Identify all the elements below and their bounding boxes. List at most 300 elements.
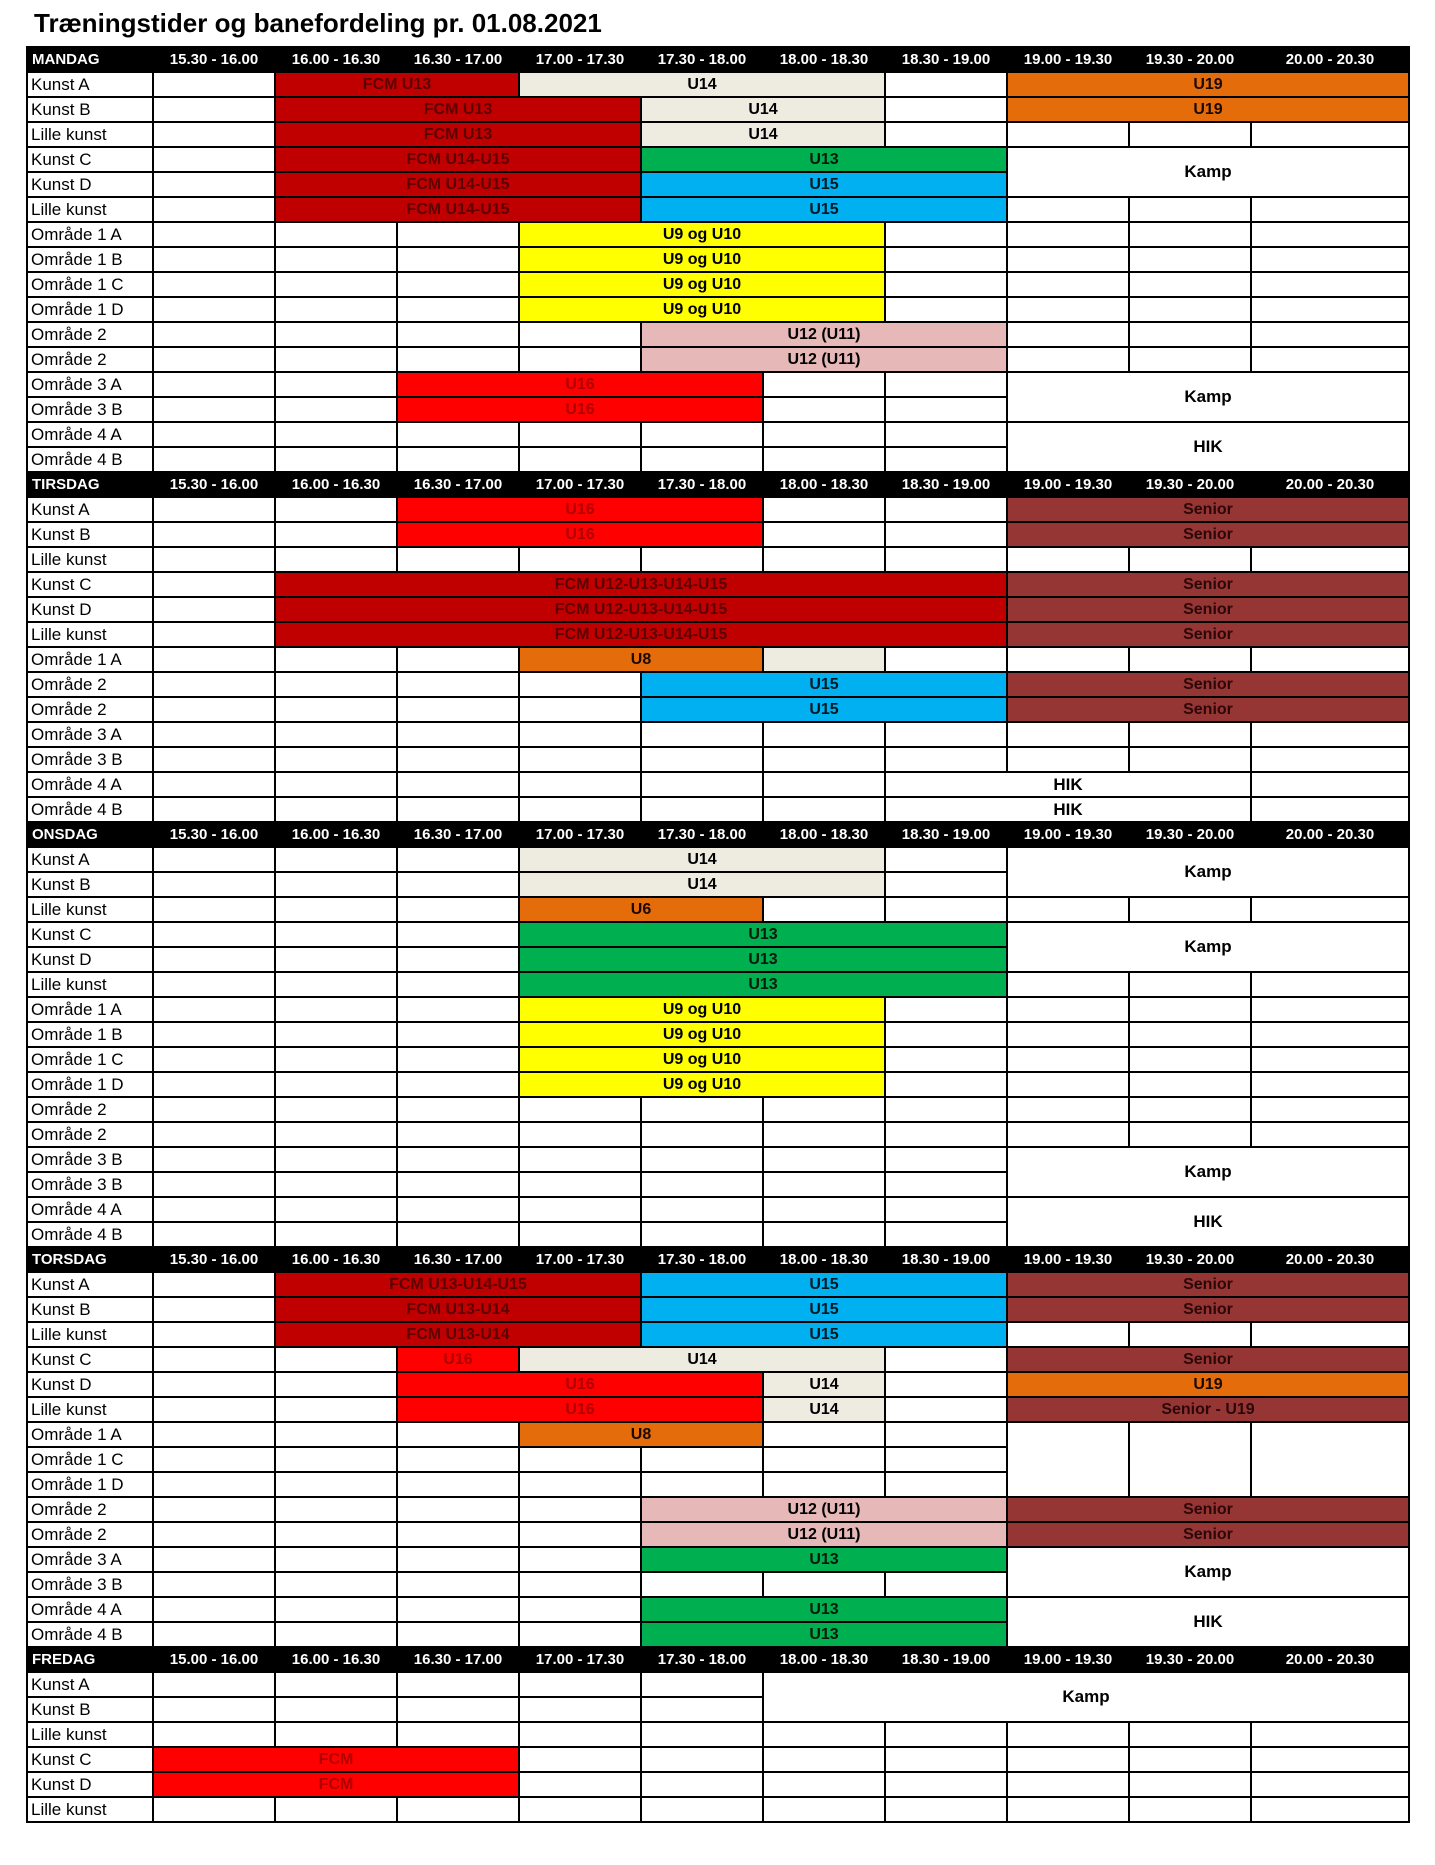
empty-slot xyxy=(1008,748,1130,773)
pitch-label: Kunst D xyxy=(28,173,154,198)
empty-slot xyxy=(1130,1748,1252,1773)
booking-cell: FCM U13-U14 xyxy=(276,1323,642,1348)
time-header: 19.00 - 19.30 xyxy=(1008,1248,1130,1273)
empty-slot xyxy=(764,1148,886,1173)
booking-cell: U14 xyxy=(520,873,886,898)
empty-slot xyxy=(154,873,276,898)
empty-slot xyxy=(154,1048,276,1073)
empty-slot xyxy=(1130,198,1252,223)
empty-slot xyxy=(154,98,276,123)
empty-slot xyxy=(276,323,398,348)
empty-slot xyxy=(520,1523,642,1548)
empty-slot xyxy=(1252,1748,1410,1773)
empty-slot xyxy=(154,1448,276,1473)
empty-slot xyxy=(276,948,398,973)
empty-slot xyxy=(398,798,520,823)
empty-slot xyxy=(154,1223,276,1248)
pitch-label: Kunst C xyxy=(28,1748,154,1773)
empty-slot xyxy=(886,723,1008,748)
pitch-label: Område 2 xyxy=(28,1498,154,1523)
empty-slot xyxy=(520,1198,642,1223)
booking-cell: FCM xyxy=(154,1773,520,1798)
empty-slot xyxy=(1008,973,1130,998)
empty-slot xyxy=(276,298,398,323)
booking-cell: U16 xyxy=(398,523,764,548)
empty-slot xyxy=(276,1498,398,1523)
empty-slot xyxy=(1130,1098,1252,1123)
empty-slot xyxy=(1252,1423,1410,1498)
empty-slot xyxy=(642,1573,764,1598)
empty-slot xyxy=(1008,1023,1130,1048)
empty-slot xyxy=(886,1073,1008,1098)
pitch-label: Kunst C xyxy=(28,148,154,173)
empty-slot xyxy=(1008,723,1130,748)
booking-cell: FCM U13-U14-U15 xyxy=(276,1273,642,1298)
empty-slot xyxy=(1130,548,1252,573)
empty-slot xyxy=(642,1173,764,1198)
empty-slot xyxy=(154,73,276,98)
empty-slot xyxy=(398,948,520,973)
empty-slot xyxy=(154,1798,276,1823)
empty-slot xyxy=(520,1148,642,1173)
time-header: 18.00 - 18.30 xyxy=(764,823,886,848)
empty-slot xyxy=(764,798,886,823)
empty-slot xyxy=(154,1323,276,1348)
empty-slot xyxy=(154,148,276,173)
empty-slot xyxy=(154,1348,276,1373)
empty-slot xyxy=(886,1448,1008,1473)
empty-slot xyxy=(1252,1123,1410,1148)
empty-slot xyxy=(764,1223,886,1248)
pitch-label: Kunst A xyxy=(28,1673,154,1698)
hik-booking-cell: HIK xyxy=(1008,1598,1410,1648)
pitch-label: Kunst D xyxy=(28,948,154,973)
time-header: 15.30 - 16.00 xyxy=(154,48,276,73)
empty-slot xyxy=(276,373,398,398)
pitch-label: Kunst C xyxy=(28,1348,154,1373)
empty-slot xyxy=(520,1548,642,1573)
empty-slot xyxy=(154,1523,276,1548)
empty-slot xyxy=(154,523,276,548)
booking-cell: U14 xyxy=(520,1348,886,1373)
empty-slot xyxy=(398,248,520,273)
empty-slot xyxy=(398,1473,520,1498)
empty-slot xyxy=(520,1098,642,1123)
empty-slot xyxy=(276,1223,398,1248)
booking-cell: U13 xyxy=(642,1623,1008,1648)
time-header: 17.30 - 18.00 xyxy=(642,473,764,498)
booking-cell: U16 xyxy=(398,1348,520,1373)
empty-slot xyxy=(276,348,398,373)
empty-slot xyxy=(154,1073,276,1098)
empty-slot xyxy=(154,1273,276,1298)
empty-slot xyxy=(764,373,886,398)
time-header: 18.30 - 19.00 xyxy=(886,48,1008,73)
empty-slot xyxy=(764,1748,886,1773)
empty-slot xyxy=(886,1173,1008,1198)
time-header: 17.30 - 18.00 xyxy=(642,823,764,848)
empty-slot xyxy=(886,648,1008,673)
empty-slot xyxy=(642,1098,764,1123)
time-header: 17.30 - 18.00 xyxy=(642,1248,764,1273)
empty-slot xyxy=(1252,1073,1410,1098)
match-cell: Kamp xyxy=(1008,1148,1410,1198)
empty-slot xyxy=(1252,273,1410,298)
empty-slot xyxy=(642,1673,764,1698)
empty-slot xyxy=(764,648,886,673)
empty-slot xyxy=(154,1423,276,1448)
empty-slot xyxy=(886,1123,1008,1148)
empty-slot xyxy=(276,398,398,423)
empty-slot xyxy=(764,898,886,923)
hik-booking-cell: HIK xyxy=(1008,1198,1410,1248)
booking-cell: Senior xyxy=(1008,673,1410,698)
empty-slot xyxy=(154,398,276,423)
empty-slot xyxy=(154,1698,276,1723)
empty-slot xyxy=(276,1723,398,1748)
pitch-label: Område 1 D xyxy=(28,1073,154,1098)
empty-slot xyxy=(1008,1098,1130,1123)
empty-slot xyxy=(520,1173,642,1198)
schedule-table xyxy=(26,46,1410,1823)
match-cell: Kamp xyxy=(1008,148,1410,198)
empty-slot xyxy=(886,248,1008,273)
empty-slot xyxy=(886,1023,1008,1048)
time-header: 19.30 - 20.00 xyxy=(1130,473,1252,498)
pitch-label: Kunst A xyxy=(28,848,154,873)
empty-slot xyxy=(398,1423,520,1448)
empty-slot xyxy=(276,1673,398,1698)
empty-slot xyxy=(398,923,520,948)
empty-slot xyxy=(886,1048,1008,1073)
empty-slot xyxy=(764,423,886,448)
pitch-label: Område 3 B xyxy=(28,398,154,423)
empty-slot xyxy=(276,698,398,723)
empty-slot xyxy=(154,348,276,373)
pitch-label: Område 4 B xyxy=(28,1223,154,1248)
empty-slot xyxy=(154,1723,276,1748)
empty-slot xyxy=(1008,1423,1130,1498)
empty-slot xyxy=(276,498,398,523)
time-header: 18.00 - 18.30 xyxy=(764,473,886,498)
empty-slot xyxy=(398,848,520,873)
empty-slot xyxy=(1130,1123,1252,1148)
pitch-label: Område 4 B xyxy=(28,1623,154,1648)
pitch-label: Område 2 xyxy=(28,1098,154,1123)
empty-slot xyxy=(398,748,520,773)
booking-cell: U19 xyxy=(1008,98,1410,123)
time-header: 19.00 - 19.30 xyxy=(1008,823,1130,848)
empty-slot xyxy=(276,523,398,548)
time-header: 18.30 - 19.00 xyxy=(886,1648,1008,1673)
empty-slot xyxy=(520,1623,642,1648)
pitch-label: Lille kunst xyxy=(28,1723,154,1748)
booking-cell: Senior - U19 xyxy=(1008,1398,1410,1423)
empty-slot xyxy=(1008,548,1130,573)
empty-slot xyxy=(642,1473,764,1498)
pitch-label: Lille kunst xyxy=(28,623,154,648)
empty-slot xyxy=(154,223,276,248)
booking-cell: U12 (U11) xyxy=(642,348,1008,373)
empty-slot xyxy=(642,1798,764,1823)
empty-slot xyxy=(1130,1423,1252,1498)
day-header: TORSDAG xyxy=(28,1248,154,1273)
empty-slot xyxy=(1130,1323,1252,1348)
empty-slot xyxy=(886,1423,1008,1448)
empty-slot xyxy=(764,1448,886,1473)
booking-cell: U9 og U10 xyxy=(520,1048,886,1073)
empty-slot xyxy=(886,1398,1008,1423)
empty-slot xyxy=(276,273,398,298)
empty-slot xyxy=(520,1723,642,1748)
empty-slot xyxy=(1130,648,1252,673)
empty-slot xyxy=(520,1598,642,1623)
booking-cell: U15 xyxy=(642,1298,1008,1323)
booking-cell: U15 xyxy=(642,173,1008,198)
empty-slot xyxy=(276,1473,398,1498)
empty-slot xyxy=(1130,273,1252,298)
empty-slot xyxy=(1252,1048,1410,1073)
empty-slot xyxy=(886,1348,1008,1373)
booking-cell: FCM U13 xyxy=(276,98,642,123)
empty-slot xyxy=(1130,1798,1252,1823)
booking-cell: U15 xyxy=(642,698,1008,723)
empty-slot xyxy=(154,1498,276,1523)
empty-slot xyxy=(276,1523,398,1548)
pitch-label: Område 1 C xyxy=(28,273,154,298)
empty-slot xyxy=(1130,223,1252,248)
empty-slot xyxy=(154,173,276,198)
empty-slot xyxy=(764,1723,886,1748)
empty-slot xyxy=(154,1673,276,1698)
empty-slot xyxy=(276,1198,398,1223)
empty-slot xyxy=(398,998,520,1023)
empty-slot xyxy=(398,423,520,448)
empty-slot xyxy=(276,773,398,798)
empty-slot xyxy=(276,248,398,273)
match-cell: Kamp xyxy=(1008,923,1410,973)
empty-slot xyxy=(276,848,398,873)
empty-slot xyxy=(398,348,520,373)
time-header: 16.00 - 16.30 xyxy=(276,473,398,498)
empty-slot xyxy=(1008,998,1130,1023)
empty-slot xyxy=(154,598,276,623)
day-header: TIRSDAG xyxy=(28,473,154,498)
empty-slot xyxy=(276,1148,398,1173)
empty-slot xyxy=(276,973,398,998)
booking-cell: U15 xyxy=(642,673,1008,698)
empty-slot xyxy=(398,1523,520,1548)
empty-slot xyxy=(1130,898,1252,923)
empty-slot xyxy=(276,1098,398,1123)
empty-slot xyxy=(764,1573,886,1598)
empty-slot xyxy=(154,673,276,698)
booking-cell: Senior xyxy=(1008,498,1410,523)
booking-cell: U16 xyxy=(398,373,764,398)
empty-slot xyxy=(154,1173,276,1198)
empty-slot xyxy=(1008,348,1130,373)
empty-slot xyxy=(276,723,398,748)
empty-slot xyxy=(398,1448,520,1473)
pitch-label: Kunst B xyxy=(28,523,154,548)
empty-slot xyxy=(642,798,764,823)
empty-slot xyxy=(1252,998,1410,1023)
time-header: 17.00 - 17.30 xyxy=(520,473,642,498)
booking-cell: U8 xyxy=(520,1423,764,1448)
empty-slot xyxy=(276,1073,398,1098)
empty-slot xyxy=(154,1373,276,1398)
empty-slot xyxy=(520,323,642,348)
empty-slot xyxy=(1008,198,1130,223)
empty-slot xyxy=(886,98,1008,123)
empty-slot xyxy=(1130,723,1252,748)
empty-slot xyxy=(398,1623,520,1648)
empty-slot xyxy=(1252,348,1410,373)
booking-cell: U12 (U11) xyxy=(642,323,1008,348)
empty-slot xyxy=(1008,1798,1130,1823)
empty-slot xyxy=(398,1023,520,1048)
empty-slot xyxy=(520,1798,642,1823)
empty-slot xyxy=(764,548,886,573)
time-header: 17.00 - 17.30 xyxy=(520,823,642,848)
empty-slot xyxy=(154,1023,276,1048)
time-header: 20.00 - 20.30 xyxy=(1252,823,1410,848)
empty-slot xyxy=(1008,123,1130,148)
empty-slot xyxy=(764,1423,886,1448)
pitch-label: Område 3 B xyxy=(28,748,154,773)
empty-slot xyxy=(886,1098,1008,1123)
empty-slot xyxy=(1252,248,1410,273)
empty-slot xyxy=(1008,298,1130,323)
empty-slot xyxy=(1252,1798,1410,1823)
match-cell: Kamp xyxy=(1008,848,1410,898)
pitch-label: Lille kunst xyxy=(28,973,154,998)
booking-cell: U16 xyxy=(398,1398,764,1423)
empty-slot xyxy=(398,448,520,473)
time-header: 19.00 - 19.30 xyxy=(1008,48,1130,73)
empty-slot xyxy=(398,323,520,348)
booking-cell: U14 xyxy=(520,848,886,873)
empty-slot xyxy=(520,1123,642,1148)
empty-slot xyxy=(398,1573,520,1598)
empty-slot xyxy=(764,748,886,773)
empty-slot xyxy=(1130,1023,1252,1048)
empty-slot xyxy=(398,1798,520,1823)
empty-slot xyxy=(764,1198,886,1223)
empty-slot xyxy=(520,773,642,798)
empty-slot xyxy=(886,273,1008,298)
pitch-label: Område 4 A xyxy=(28,1198,154,1223)
empty-slot xyxy=(398,1673,520,1698)
pitch-label: Område 4 A xyxy=(28,1598,154,1623)
day-header: MANDAG xyxy=(28,48,154,73)
pitch-label: Lille kunst xyxy=(28,898,154,923)
empty-slot xyxy=(154,898,276,923)
empty-slot xyxy=(398,873,520,898)
empty-slot xyxy=(1008,1073,1130,1098)
empty-slot xyxy=(764,398,886,423)
booking-cell: Senior xyxy=(1008,1498,1410,1523)
empty-slot xyxy=(1008,223,1130,248)
booking-cell: U9 og U10 xyxy=(520,1073,886,1098)
empty-slot xyxy=(276,1398,398,1423)
empty-slot xyxy=(886,223,1008,248)
empty-slot xyxy=(886,1473,1008,1498)
pitch-label: Lille kunst xyxy=(28,1798,154,1823)
empty-slot xyxy=(154,198,276,223)
booking-cell: U12 (U11) xyxy=(642,1523,1008,1548)
empty-slot xyxy=(276,548,398,573)
empty-slot xyxy=(764,1798,886,1823)
pitch-label: Område 3 A xyxy=(28,723,154,748)
pitch-label: Kunst C xyxy=(28,573,154,598)
time-header: 15.30 - 16.00 xyxy=(154,823,276,848)
empty-slot xyxy=(1130,123,1252,148)
time-header: 17.30 - 18.00 xyxy=(642,1648,764,1673)
empty-slot xyxy=(154,323,276,348)
empty-slot xyxy=(1008,1723,1130,1748)
empty-slot xyxy=(886,1723,1008,1748)
empty-slot xyxy=(398,1048,520,1073)
booking-cell: FCM U14-U15 xyxy=(276,173,642,198)
empty-slot xyxy=(1252,748,1410,773)
empty-slot xyxy=(1252,198,1410,223)
empty-slot xyxy=(520,1773,642,1798)
hik-booking-cell: HIK xyxy=(886,798,1252,823)
empty-slot xyxy=(1130,1773,1252,1798)
empty-slot xyxy=(154,623,276,648)
time-header: 16.00 - 16.30 xyxy=(276,48,398,73)
time-header: 19.00 - 19.30 xyxy=(1008,1648,1130,1673)
match-cell: Kamp xyxy=(1008,1548,1410,1598)
empty-slot xyxy=(520,1698,642,1723)
empty-slot xyxy=(764,448,886,473)
pitch-label: Område 1 A xyxy=(28,998,154,1023)
empty-slot xyxy=(154,1473,276,1498)
empty-slot xyxy=(1008,1773,1130,1798)
empty-slot xyxy=(764,1123,886,1148)
empty-slot xyxy=(276,1423,398,1448)
booking-cell: FCM U12-U13-U14-U15 xyxy=(276,598,1008,623)
empty-slot xyxy=(154,923,276,948)
booking-cell: Senior xyxy=(1008,1348,1410,1373)
booking-cell: FCM U13-U14 xyxy=(276,1298,642,1323)
empty-slot xyxy=(1252,723,1410,748)
booking-cell: U14 xyxy=(642,98,886,123)
empty-slot xyxy=(398,1073,520,1098)
empty-slot xyxy=(276,1623,398,1648)
empty-slot xyxy=(520,1748,642,1773)
empty-slot xyxy=(398,1548,520,1573)
booking-cell: U15 xyxy=(642,198,1008,223)
pitch-label: Område 4 A xyxy=(28,773,154,798)
empty-slot xyxy=(886,373,1008,398)
pitch-label: Lille kunst xyxy=(28,1398,154,1423)
empty-slot xyxy=(276,448,398,473)
time-header: 19.30 - 20.00 xyxy=(1130,1248,1252,1273)
empty-slot xyxy=(886,998,1008,1023)
empty-slot xyxy=(642,723,764,748)
booking-cell: FCM U12-U13-U14-U15 xyxy=(276,623,1008,648)
empty-slot xyxy=(886,498,1008,523)
hik-booking-cell: HIK xyxy=(1008,423,1410,473)
empty-slot xyxy=(764,523,886,548)
pitch-label: Område 2 xyxy=(28,698,154,723)
empty-slot xyxy=(154,1548,276,1573)
pitch-label: Lille kunst xyxy=(28,1323,154,1348)
pitch-label: Område 1 A xyxy=(28,1423,154,1448)
empty-slot xyxy=(154,748,276,773)
